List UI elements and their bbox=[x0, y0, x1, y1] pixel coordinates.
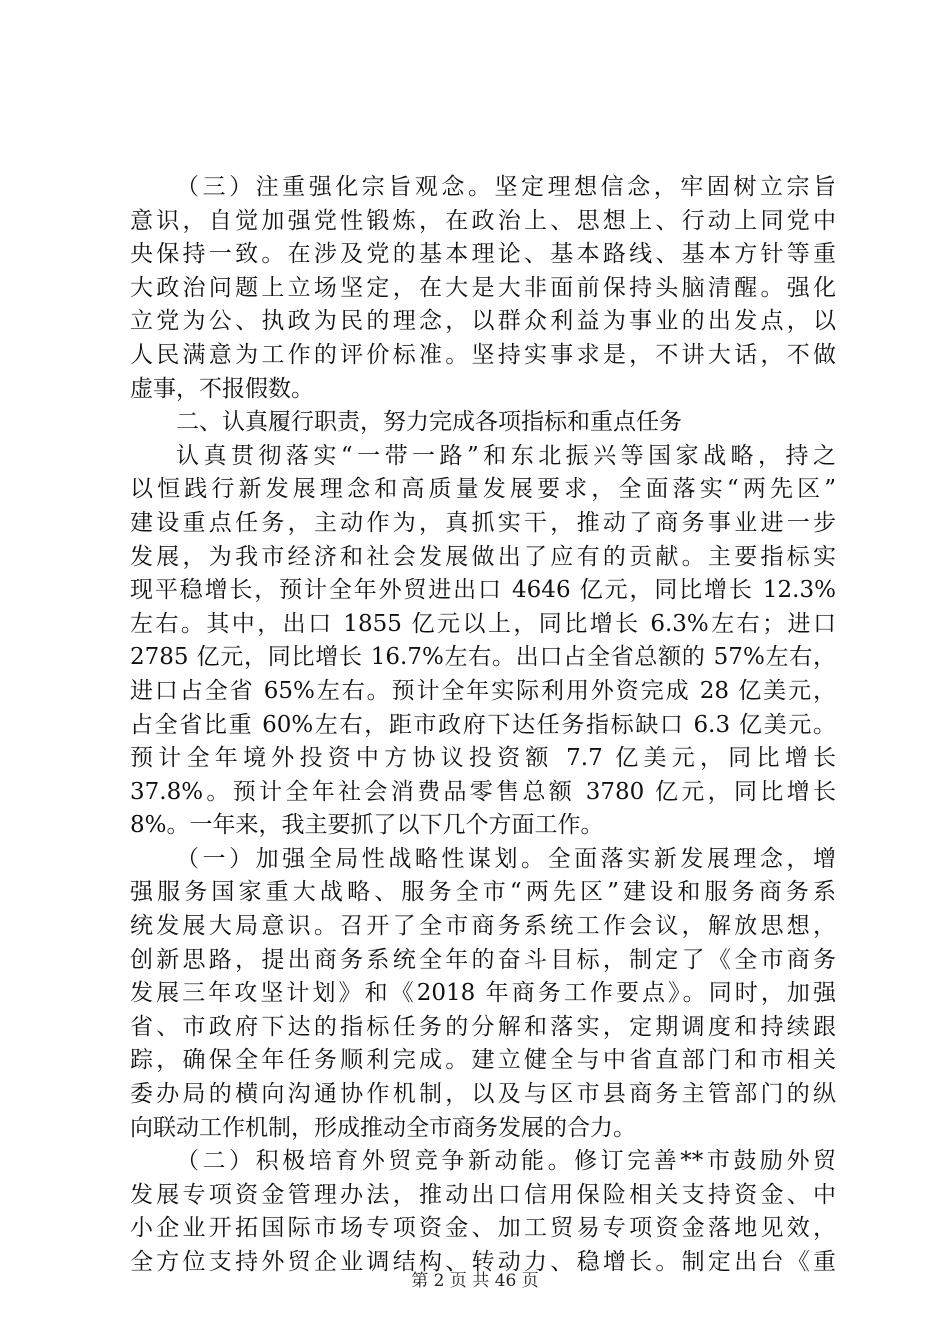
page-footer: 第 2 页 共 46 页 bbox=[411, 1271, 539, 1291]
text-line: 37.8%。预计全年社会消费品零售总额 3780 亿元，同比增长 bbox=[130, 778, 836, 805]
text-line: 强服务国家重大战略、服务全市“两先区”建设和服务商务系 bbox=[130, 879, 836, 906]
text-line: 预计全年境外投资中方协议投资额 7.7 亿美元，同比增长 bbox=[130, 745, 836, 772]
text-line: 左右。其中，出口 1855 亿元以上，同比增长 6.3%左右；进口 bbox=[130, 610, 836, 637]
text-line: 创新思路，提出商务系统全年的奋斗目标，制定了《全市商务 bbox=[130, 946, 836, 973]
text-line: 发展三年攻坚计划》和《2018 年商务工作要点》。同时，加强 bbox=[130, 980, 836, 1007]
text-line: 央保持一致。在涉及党的基本理论、基本路线、基本方针等重 bbox=[130, 241, 836, 268]
text-line: 意识，自觉加强党性锻炼，在政治上、思想上、行动上同党中 bbox=[130, 207, 836, 234]
text-line: 进口占全省 65%左右。预计全年实际利用外资完成 28 亿美元， bbox=[130, 677, 836, 704]
text-line: 以恒践行新发展理念和高质量发展要求，全面落实“两先区” bbox=[130, 476, 836, 503]
text-line: 占全省比重 60%左右，距市政府下达任务指标缺口 6.3 亿美元。 bbox=[130, 711, 836, 738]
text-line: （一）加强全局性战略性谋划。全面落实新发展理念，增 bbox=[176, 845, 836, 872]
text-line: 踪，确保全年任务顺利完成。建立健全与中省直部门和市相关 bbox=[130, 1047, 836, 1074]
text-line: 全方位支持外贸企业调结构、转动力、稳增长。制定出台《重 bbox=[130, 1249, 836, 1275]
text-line: 委办局的横向沟通协作机制，以及与区市县商务主管部门的纵 bbox=[130, 1081, 836, 1108]
text-line: 发展，为我市经济和社会发展做出了应有的贡献。主要指标实 bbox=[130, 543, 836, 570]
text-line: 虚事，不报假数。 bbox=[130, 375, 314, 402]
text-line: 二、认真履行职责，努力完成各项指标和重点任务 bbox=[176, 409, 682, 436]
body-text bbox=[130, 171, 836, 1280]
text-line: 发展专项资金管理办法，推动出口信用保险相关支持资金、中 bbox=[130, 1181, 836, 1208]
text-line: 8%。一年来，我主要抓了以下几个方面工作。 bbox=[130, 812, 604, 839]
text-line: 统发展大局意识。召开了全市商务系统工作会议，解放思想， bbox=[130, 913, 836, 940]
text-line: 现平稳增长，预计全年外贸进出口 4646 亿元，同比增长 12.3% bbox=[130, 577, 836, 604]
text-line: 认真贯彻落实“一带一路”和东北振兴等国家战略，持之 bbox=[176, 442, 836, 469]
text-line: 人民满意为工作的评价标准。坚持实事求是，不讲大话，不做 bbox=[130, 341, 836, 368]
text-line: 立党为公、执政为民的理念，以群众利益为事业的出发点，以 bbox=[130, 308, 836, 335]
text-line: 向联动工作机制，形成推动全市商务发展的合力。 bbox=[130, 1114, 636, 1141]
text-line: 建设重点任务，主动作为，真抓实干，推动了商务事业进一步 bbox=[130, 509, 836, 536]
text-line: 2785 亿元，同比增长 16.7%左右。出口占全省总额的 57%左右， bbox=[130, 644, 836, 671]
text-line: 大政治问题上立场坚定，在大是大非面前保持头脑清醒。强化 bbox=[130, 274, 836, 301]
text-line: 省、市政府下达的指标任务的分解和落实，定期调度和持续跟 bbox=[130, 1013, 836, 1040]
text-line: 小企业开拓国际市场专项资金、加工贸易专项资金落地见效， bbox=[130, 1215, 836, 1242]
text-line: （三）注重强化宗旨观念。坚定理想信念，牢固树立宗旨 bbox=[176, 174, 836, 200]
text-line: （二）积极培育外贸竞争新动能。修订完善**市鼓励外贸 bbox=[176, 1148, 836, 1175]
